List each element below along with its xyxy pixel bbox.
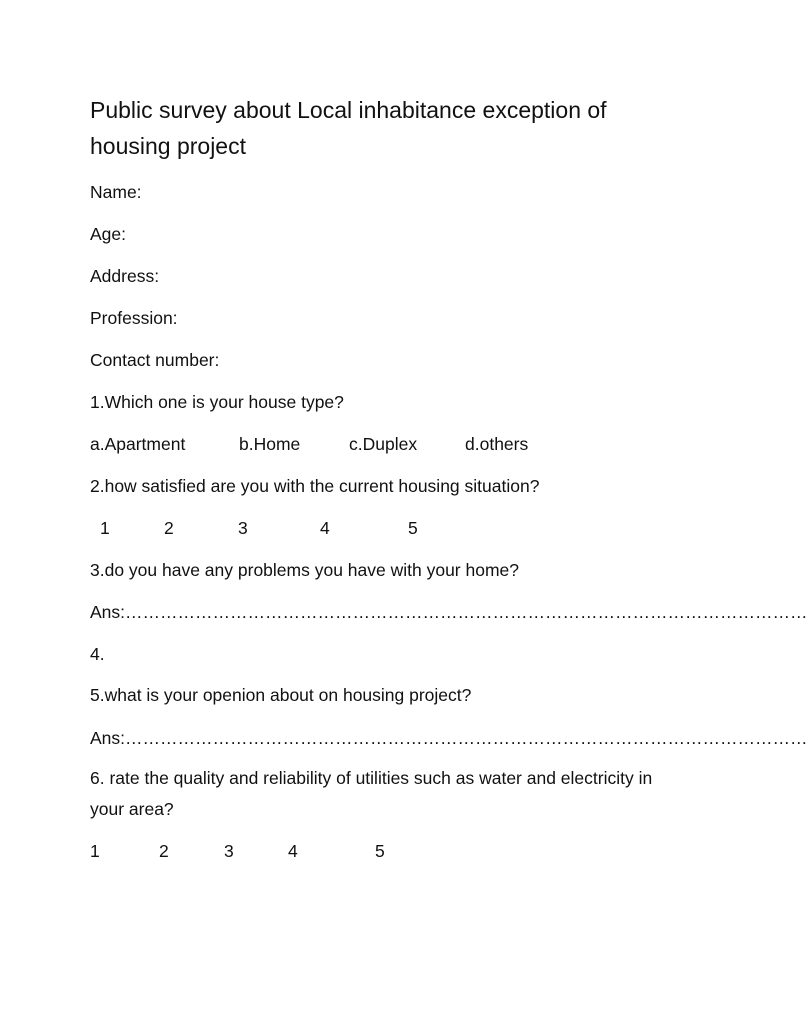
- q6-scale-4: 4: [288, 841, 298, 861]
- q2-scale-2: 2: [164, 518, 174, 538]
- question-6: 6. rate the quality and reliability of utilities such as water and electricity in your area?: [90, 768, 653, 819]
- q2-scale-3: 3: [238, 518, 248, 538]
- q1-option-apartment: a.Apartment: [90, 434, 186, 454]
- contact-number-field-label: Contact number:: [90, 350, 220, 370]
- q6-scale-1: 1: [90, 841, 100, 861]
- q2-scale-1: 1: [100, 518, 110, 538]
- q6-scale-3: 3: [224, 841, 234, 861]
- survey-title: Public survey about Local inhabitance exception of housing project: [90, 97, 607, 159]
- address-field-label: Address:: [90, 266, 160, 286]
- q6-scale-5: 5: [375, 841, 385, 861]
- question-3: 3.do you have any problems you have with your home?: [90, 560, 520, 580]
- q1-option-duplex: c.Duplex: [349, 434, 418, 454]
- q2-scale-5: 5: [408, 518, 418, 538]
- q1-option-others: d.others: [465, 434, 529, 454]
- profession-field-label: Profession:: [90, 308, 178, 328]
- q3-answer-line: Ans:………………………………………………………………………………………………………: [90, 602, 808, 622]
- age-field-label: Age:: [90, 224, 126, 244]
- q1-option-home: b.Home: [239, 434, 301, 454]
- q2-scale-4: 4: [320, 518, 330, 538]
- question-1: 1.Which one is your house type?: [90, 392, 344, 412]
- q6-scale-2: 2: [159, 841, 169, 861]
- q5-answer-line: Ans:………………………………………………………………………………………………………: [90, 728, 808, 748]
- question-5: 5.what is your openion about on housing project?: [90, 685, 472, 705]
- question-2: 2.how satisfied are you with the current housing situation?: [90, 476, 540, 496]
- name-field-label: Name:: [90, 182, 142, 202]
- question-4: 4.: [90, 644, 105, 664]
